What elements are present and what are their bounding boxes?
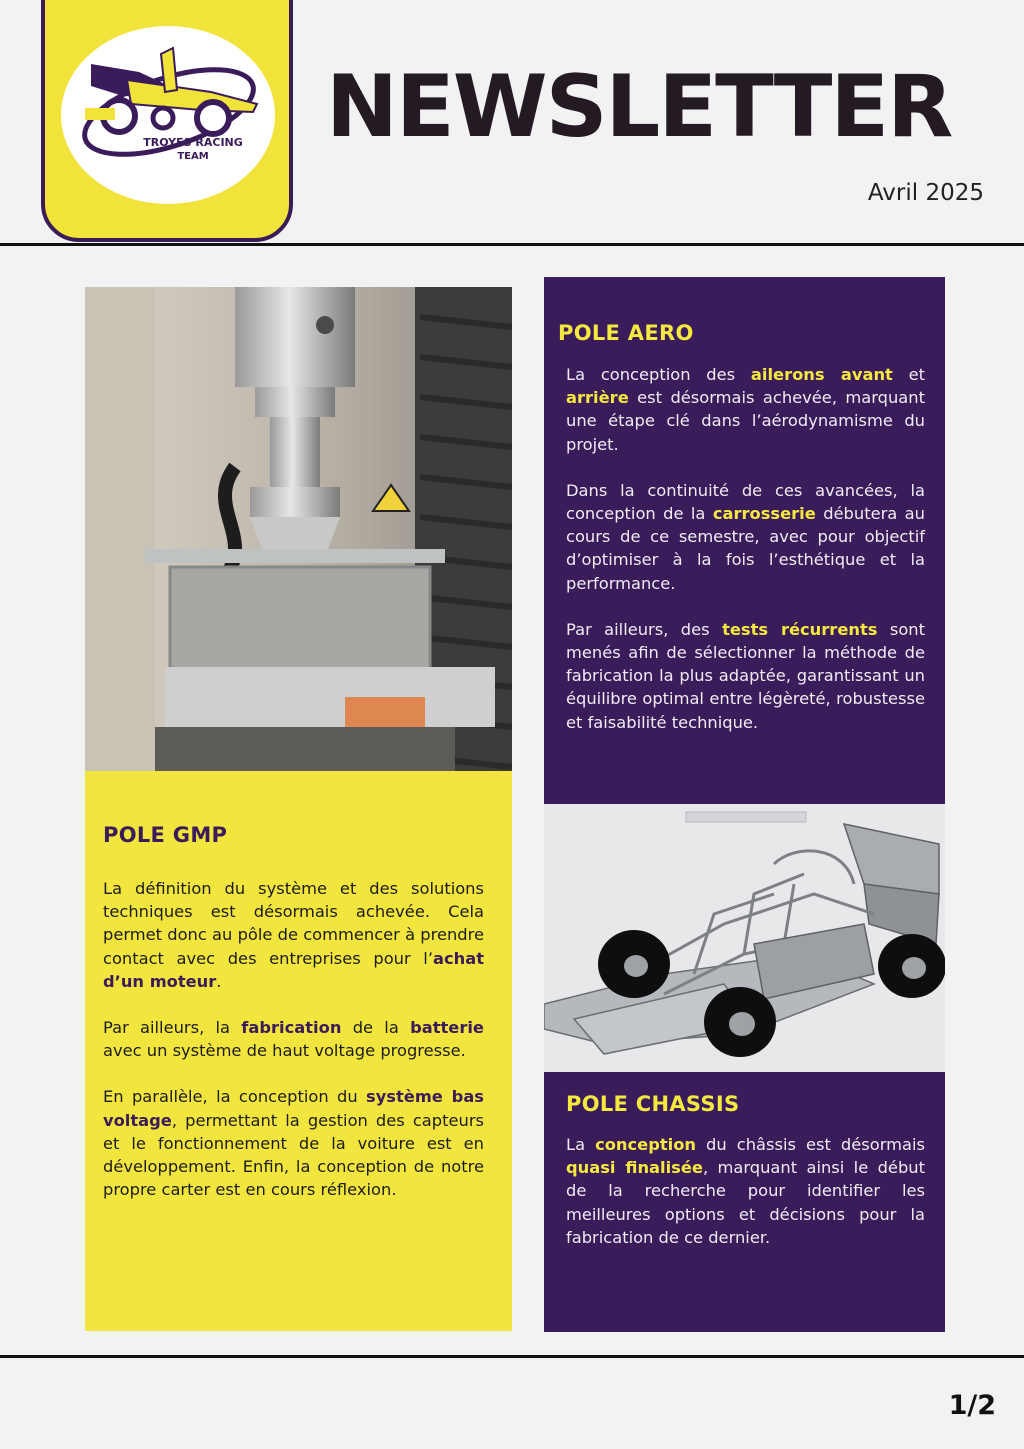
aero-paragraph-1 [566, 363, 925, 456]
gmp-p2-highlight: batterie [410, 1018, 484, 1038]
gmp-p2-text: de la [341, 1018, 411, 1038]
pole-chassis-section [544, 1072, 945, 1332]
aero-p1-highlight: ailerons avant [750, 365, 893, 384]
test-machine-photo [85, 287, 512, 771]
chassis-cad-render [544, 804, 945, 1072]
race-car-logo-icon [61, 26, 275, 204]
aero-p3-text: Par ailleurs, des [566, 619, 723, 639]
gmp-paragraph-2 [103, 1016, 484, 1062]
logo-text-2: TEAM [177, 151, 209, 162]
aero-paragraph-2 [566, 479, 925, 595]
chassis-paragraph-1 [566, 1133, 925, 1249]
logo-badge [41, 0, 293, 242]
aero-p1-text: est désormais achevée, marquant une étape clé dans l’aérodynamisme du projet. [566, 388, 925, 454]
aero-paragraph-3 [566, 618, 925, 734]
aero-p2-text: Dans la continuité de ces avancées, la conception de la [566, 480, 925, 524]
gmp-p3-highlight: système bas voltage [103, 1087, 485, 1130]
gmp-paragraph-3 [103, 1085, 484, 1201]
page-number: 1/2 [948, 1390, 996, 1421]
page-title: NEWSLETTER [326, 57, 952, 157]
aero-p2-text: débutera au cours de ce semestre, avec pour objectif d’optimiser à la fois l’esthétique et la performance. [566, 504, 925, 593]
gmp-p2-text: avec un système de haut voltage progresse. [103, 1041, 466, 1061]
gmp-p2-highlight: fabrication [241, 1018, 342, 1038]
logo-circle [61, 26, 275, 204]
gmp-p1-text: La définition du système et des solutions techniques est désormais achevée. Cela permet donc au pôle de commencer à prendre contact avec des entreprises pour l’ [103, 879, 484, 968]
chassis-p1-text: du châssis est désormais [696, 1135, 925, 1154]
gmp-p3-text: En parallèle, la conception du [103, 1087, 366, 1107]
footer-divider [0, 1355, 1024, 1358]
logo-text-1: TROYES RACING [143, 136, 243, 149]
gmp-paragraph-1 [103, 877, 484, 993]
gmp-p2-text: Par ailleurs, la [103, 1018, 242, 1038]
aero-p1-text: La conception des [566, 365, 751, 384]
chassis-p1-text: , marquant ainsi le début de la recherche pour identifier les meilleures options et décisions pour la fabrication de ce dernier. [566, 1158, 925, 1247]
chassis-p1-text: La [566, 1135, 596, 1154]
aero-p3-highlight: tests récurrents [722, 619, 878, 639]
pole-gmp-section [85, 771, 512, 1331]
aero-p3-text: sont menés afin de sélectionner la méthode de fabrication la plus adaptée, garantissant un équilibre optimal entre légèreté, robustesse et faisabilité technique. [566, 619, 925, 732]
issue-date: Avril 2025 [867, 180, 984, 206]
header-divider [0, 243, 1024, 246]
chassis-p1-highlight: quasi finalisée [566, 1158, 703, 1178]
pole-gmp-title: POLE GMP [103, 823, 228, 847]
pole-chassis-title: POLE CHASSIS [566, 1092, 740, 1116]
chassis-p1-highlight: conception [595, 1135, 697, 1154]
pole-aero-section [544, 277, 945, 804]
gmp-p1-highlight: achat d’un moteur [103, 948, 484, 991]
pole-aero-title: POLE AERO [558, 321, 694, 345]
aero-p1-highlight: arrière [566, 388, 629, 408]
aero-p2-highlight: carrosserie [712, 504, 816, 524]
gmp-p3-text: , permettant la gestion des capteurs et le fonctionnement de la voiture est en développement. Enfin, la conception de notre propre carter est en cours réflexion. [103, 1110, 484, 1200]
gmp-p1-text: . [216, 971, 222, 991]
aero-p1-text: et [892, 365, 925, 384]
